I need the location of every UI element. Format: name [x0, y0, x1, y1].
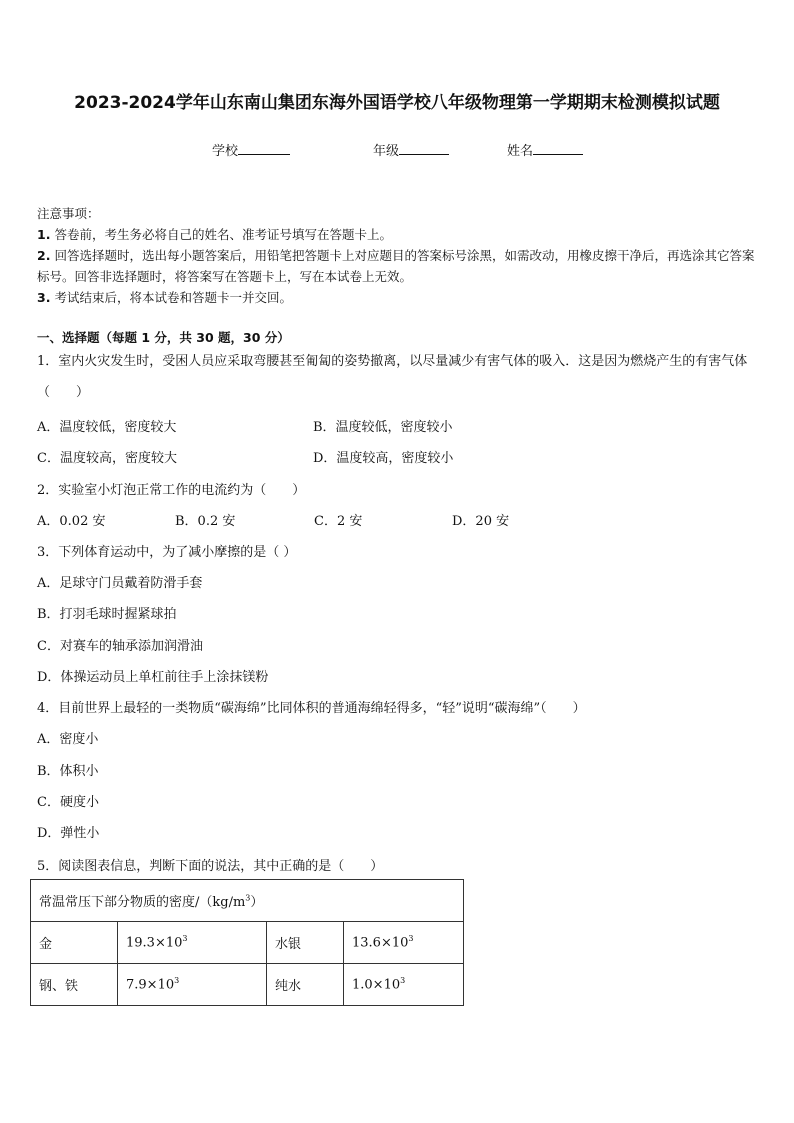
q3-option-d: D．体操运动员上单杠前往手上涂抹镁粉 [37, 670, 269, 685]
question-5-stem: 5．阅读图表信息，判断下面的说法，其中正确的是（ ） [37, 859, 384, 874]
question-1-stem: 1．室内火灾发生时，受困人员应采取弯腰甚至匍匐的姿势撤离，以尽量减少有害气体的吸入．这是因为燃烧产生的有害气体（ ） [37, 354, 748, 400]
question-2-stem: 2．实验室小灯泡正常工作的电流约为（ ） [37, 483, 306, 498]
q3-option-a: A．足球守门员戴着防滑手套 [37, 576, 203, 591]
table-cell: $1.0\times 10^3$ [344, 964, 464, 1006]
note-item: 2. 回答选择题时，选出每小题答案后，用铅笔把答题卡上对应题目的答案标号涂黑，如需改动，用橡皮擦干净后，再选涂其它答案标号。回答非选择题时，将答案写在答题卡上，写在本试卷上无效。 [37, 248, 755, 284]
school-field [212, 140, 290, 159]
q3-option-b: B．打羽毛球时握紧球拍 [37, 607, 177, 622]
note-item: 3. 考试结束后，将本试卷和答题卡一并交回。 [37, 290, 292, 305]
q3-option-c: C．对赛车的轴承添加润滑油 [37, 639, 203, 654]
table-row [31, 964, 464, 1006]
school-blank [238, 140, 290, 155]
school-label: 学校 [212, 144, 239, 159]
notes-block [37, 203, 761, 308]
density-table [30, 879, 464, 1006]
name-label: 姓名 [507, 144, 534, 159]
name-field [507, 140, 583, 159]
table-caption: 常温常压下部分物质的密度$/(kg/m^3)$ [31, 880, 464, 922]
table-row [31, 880, 464, 922]
table-cell: $19.3\times 10^3$ [118, 922, 267, 964]
notes-heading: 注意事项： [37, 206, 100, 221]
q4-option-b: B．体积小 [37, 764, 99, 779]
q1-option-b: B．温度较低，密度较小 [313, 420, 453, 435]
q2-option-a: A．0.02 安 [37, 514, 106, 529]
q2-option-c: C．2 安 [314, 514, 363, 529]
table-cell: $7.9\times 10^3$ [118, 964, 267, 1006]
q4-option-d: D．弹性小 [37, 826, 100, 841]
question-4-stem: 4．目前世界上最轻的一类物质“碳海绵”比同体积的普通海绵轻得多，“轻”说明“碳海绵”（ ） [37, 701, 586, 716]
question-3-stem: 3．下列体育运动中，为了减小摩擦的是（ ） [37, 545, 297, 560]
q4-option-a: A．密度小 [37, 732, 99, 747]
note-item: 1. 答卷前，考生务必将自己的姓名、准考证号填写在答题卡上。 [37, 227, 392, 242]
q1-option-d: D．温度较高，密度较小 [313, 451, 454, 466]
grade-label: 年级 [373, 144, 400, 159]
table-cell: $13.6\times 10^3$ [344, 922, 464, 964]
table-cell: 钢、铁 [31, 964, 118, 1006]
table-row [31, 922, 464, 964]
exam-title: 2023-2024学年山东南山集团东海外国语学校八年级物理第一学期期末检测模拟试题 [74, 93, 720, 113]
name-blank [533, 140, 583, 155]
grade-field [373, 140, 449, 159]
table-cell: 纯水 [267, 964, 344, 1006]
q1-option-c: C．温度较高，密度较大 [37, 451, 177, 466]
grade-blank [399, 140, 449, 155]
q2-option-d: D．20 安 [452, 514, 510, 529]
section-heading: 一、选择题（每题 1 分，共 30 题，30 分） [37, 330, 290, 345]
table-cell: 水银 [267, 922, 344, 964]
q4-option-c: C．硬度小 [37, 795, 99, 810]
table-cell: 金 [31, 922, 118, 964]
q2-option-b: B．0.2 安 [175, 514, 236, 529]
q1-option-a: A．温度较低，密度较大 [37, 420, 177, 435]
